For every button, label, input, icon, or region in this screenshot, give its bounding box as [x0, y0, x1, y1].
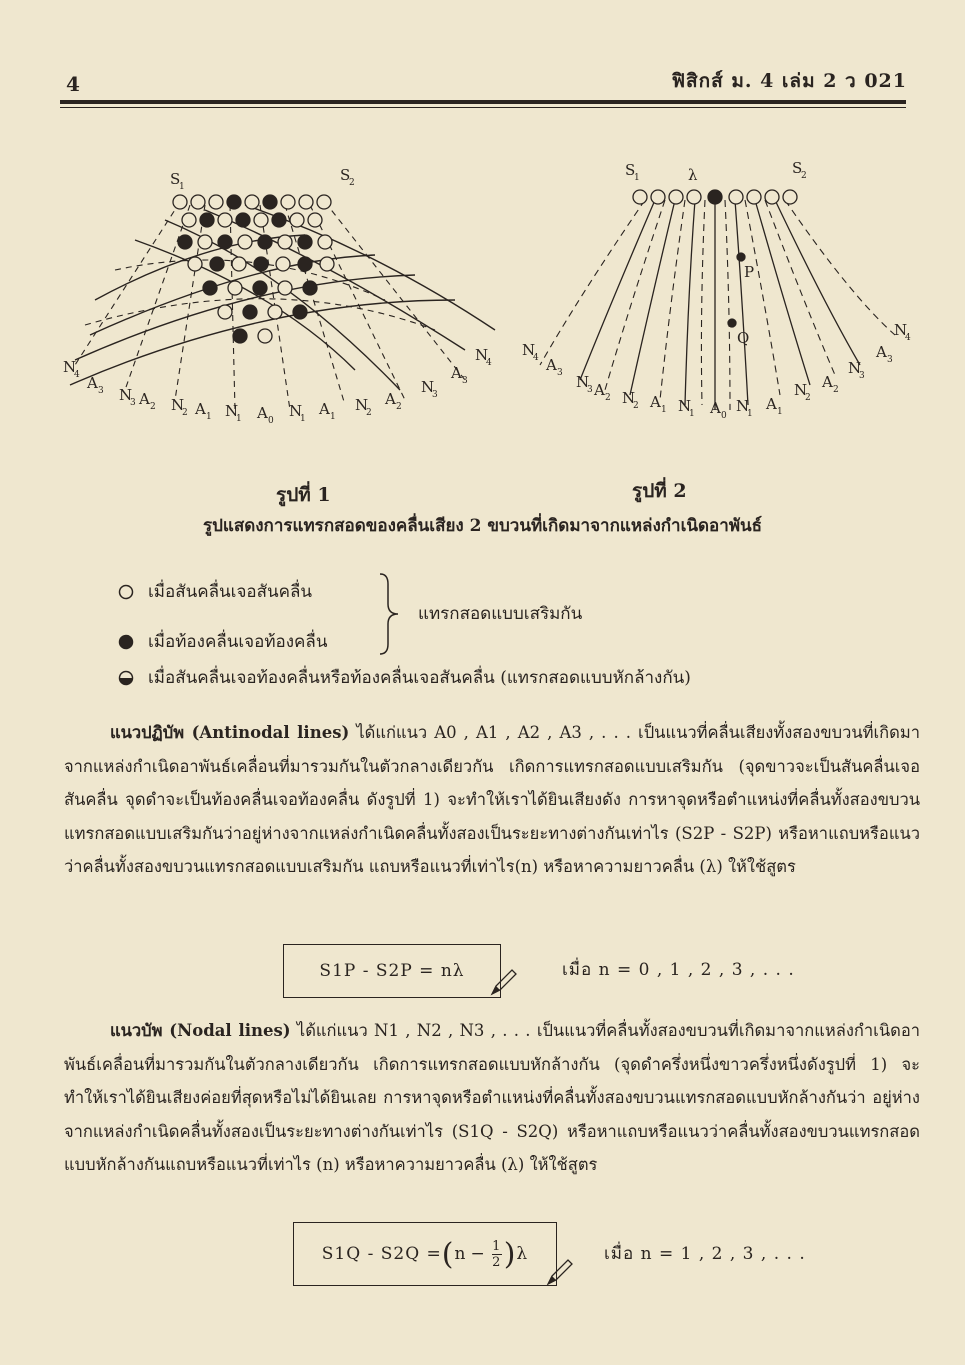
svg-text:3: 3: [432, 390, 438, 400]
svg-text:S: S: [792, 159, 803, 177]
paren-close: ): [503, 1236, 517, 1272]
svg-text:3: 3: [130, 398, 136, 408]
legend-text: เมื่อท้องคลื่นเจอท้องคลื่น: [148, 632, 328, 652]
svg-text:3: 3: [859, 371, 865, 381]
svg-text:N: N: [894, 321, 908, 339]
svg-text:A: A: [257, 404, 268, 422]
figure-1-label: รูปที่ 1: [276, 484, 331, 506]
header-rule-thin: [60, 107, 906, 108]
svg-text:N: N: [421, 378, 435, 396]
term-antinodal: แนวปฏิบัพ (Antinodal lines): [110, 723, 350, 742]
paragraph-text: ได้แก่แนว A0 , A1 , A2 , A3 , . . . เป็นแนวที่คลื่นเสียงทั้งสองขบวนที่เกิดมาจากแหล่งกำเนิดอาพันธ์เคลื่อนที่มารวมกันในตัวกลางเดียวกัน เกิดการแทรกสอดแบบเสริมกัน (จุดขาวจะเป็นสันคลื่นเจอสันคลื่น จุดดำจะเป็นท้องคลื่นเจอท้องคลื่น ดังรูปที่ 1) จะทำให้เราได้ยินเสียงดัง การหาจุดหรือตำแหน่งที่คลื่นทั้งสองขบวนแทรกสอดแบบเสริมกันว่าอยู่ห่างจากแหล่งกำเนิดคลื่นทั้งสองเป็นระยะทางต่างกันเท่าไร (S2P - S2P) หรือหาแถบหรือแนวว่าคลื่นทั้งสองขบวนแทรกสอดแบบเสริมกัน แถบหรือแนวที่เท่าไร(n) หรือหาความยาวคลื่น (λ) ให้ใช้สูตร: [64, 723, 920, 876]
svg-text:4: 4: [905, 333, 911, 343]
svg-text:N: N: [355, 396, 369, 414]
legend-item-crest-crest: [118, 578, 312, 605]
svg-text:1: 1: [206, 412, 212, 422]
svg-text:2: 2: [801, 171, 807, 181]
fraction-denominator: 2: [492, 1254, 502, 1270]
svg-text:Q: Q: [737, 329, 750, 347]
formula-nodal-minus: −: [470, 1244, 486, 1264]
header-rule: [60, 100, 906, 104]
svg-text:1: 1: [236, 414, 242, 424]
legend-item-crest-trough: [118, 664, 691, 691]
svg-text:1: 1: [661, 405, 667, 415]
svg-text:P: P: [744, 263, 755, 281]
formula-antinodal: S1P - S2P = nλ: [319, 961, 465, 981]
legend-text: เมื่อสันคลื่นเจอสันคลื่น: [148, 582, 313, 602]
svg-text:4: 4: [533, 353, 539, 363]
svg-text:N: N: [289, 402, 303, 420]
paragraph-antinodal: [64, 716, 920, 884]
svg-text:A: A: [385, 390, 396, 408]
pencil-icon: [488, 968, 518, 998]
svg-text:3: 3: [98, 386, 104, 396]
legend-text: เมื่อสันคลื่นเจอท้องคลื่นหรือท้องคลื่นเจอสันคลื่น (แทรกสอดแบบหักล้างกัน): [148, 668, 691, 688]
page-number: 4: [66, 72, 80, 96]
svg-text:A: A: [139, 390, 150, 408]
svg-text:2: 2: [833, 385, 839, 395]
svg-text:0: 0: [268, 416, 274, 426]
svg-text:S: S: [625, 161, 636, 179]
svg-text:S: S: [340, 166, 351, 184]
svg-text:A: A: [876, 343, 887, 361]
svg-text:2: 2: [150, 402, 156, 412]
svg-text:A: A: [451, 364, 462, 382]
svg-text:N: N: [522, 341, 536, 359]
svg-text:N: N: [576, 373, 590, 391]
svg-text:2: 2: [182, 408, 188, 418]
svg-text:3: 3: [462, 376, 468, 386]
figure-1: [55, 160, 515, 440]
formula-condition-nodal: เมื่อ n = 1 , 2 , 3 , . . .: [604, 1244, 806, 1264]
fraction-numerator: 1: [492, 1238, 502, 1254]
svg-text:1: 1: [777, 407, 783, 417]
svg-text:N: N: [678, 397, 692, 415]
svg-text:2: 2: [366, 408, 372, 418]
formula-nodal-lhs: S1Q - S2Q =: [321, 1244, 442, 1264]
svg-text:3: 3: [887, 355, 893, 365]
figure-2-label: รูปที่ 2: [632, 480, 687, 502]
right-brace-icon: [376, 572, 406, 656]
svg-text:S: S: [170, 170, 181, 188]
svg-text:N: N: [119, 386, 133, 404]
svg-text:A: A: [650, 393, 661, 411]
svg-text:0: 0: [721, 411, 727, 421]
open-circle-icon: [118, 584, 134, 600]
formula-nodal-n: n: [454, 1244, 467, 1264]
pencil-icon: [544, 1258, 574, 1288]
svg-text:N: N: [475, 346, 489, 364]
svg-text:2: 2: [805, 393, 811, 403]
svg-text:A: A: [87, 374, 98, 392]
running-head: ฟิสิกส์ ม. 4 เล่ม 2 ว 021: [671, 70, 907, 92]
svg-text:A: A: [710, 399, 721, 417]
svg-text:1: 1: [330, 412, 336, 422]
svg-text:A: A: [319, 400, 330, 418]
paragraph-nodal: [64, 1014, 920, 1182]
svg-text:1: 1: [634, 173, 640, 183]
figure-caption: รูปแสดงการแทรกสอดของคลื่นเสียง 2 ขบวนที่เกิดมาจากแหล่งกำเนิดอาพันธ์: [202, 516, 763, 536]
svg-text:1: 1: [747, 409, 753, 419]
figure-2-diagram: [510, 155, 920, 430]
figure-2: [510, 155, 920, 430]
fraction-half: [492, 1239, 502, 1270]
svg-text:A: A: [546, 356, 557, 374]
svg-text:N: N: [63, 358, 77, 376]
svg-text:N: N: [736, 397, 750, 415]
svg-text:2: 2: [605, 393, 611, 403]
svg-text:A: A: [766, 395, 777, 413]
svg-text:A: A: [822, 373, 833, 391]
svg-text:2: 2: [633, 401, 639, 411]
filled-circle-icon: [118, 634, 134, 650]
svg-text:λ: λ: [688, 166, 698, 184]
formula-box-antinodal: [283, 944, 501, 998]
svg-text:1: 1: [179, 182, 185, 192]
paren-open: (: [441, 1236, 455, 1272]
svg-text:1: 1: [689, 409, 695, 419]
svg-text:A: A: [195, 400, 206, 418]
formula-box-nodal: [293, 1222, 557, 1286]
formula-nodal-lambda: λ: [516, 1244, 529, 1264]
svg-text:1: 1: [300, 414, 306, 424]
svg-text:N: N: [794, 381, 808, 399]
term-nodal: แนวบัพ (Nodal lines): [110, 1021, 291, 1040]
legend-item-trough-trough: [118, 628, 327, 655]
svg-text:3: 3: [557, 368, 563, 378]
svg-text:4: 4: [486, 358, 492, 368]
svg-text:A: A: [594, 381, 605, 399]
legend-group-label: แทรกสอดแบบเสริมกัน: [418, 604, 583, 624]
svg-text:4: 4: [74, 370, 80, 380]
half-filled-circle-icon: [118, 670, 134, 686]
svg-text:N: N: [622, 389, 636, 407]
svg-text:N: N: [225, 402, 239, 420]
paragraph-text: ได้แก่แนว N1 , N2 , N3 , . . . เป็นแนวที่คลื่นทั้งสองขบวนที่เกิดมาจากแหล่งกำเนิดอาพันธ์เคลื่อนที่มารวมกันในตัวกลางเดียวกัน เกิดการแทรกสอดแบบหักล้างกัน (จุดดำครึ่งหนึ่งขาวครึ่งหนึ่งดังรูปที่ 1) จะทำให้เราได้ยินเสียงค่อยที่สุดหรือไม่ได้ยินเลย การหาจุดหรือตำแหน่งที่คลื่นทั้งสองขบวนแทรกสอดแบบหักล้างกันว่า อยู่ห่างจากแหล่งกำเนิดคลื่นทั้งสองเป็นระยะทางต่างกันเท่าไร (S1Q - S2Q) หรือหาแถบหรือแนวว่าคลื่นทั้งสองขบวนแทรกสอดแบบหักล้างกันแถบหรือแนวที่เท่าไร (n) หรือหาความยาวคลื่น (λ) ให้ใช้สูตร: [64, 1021, 920, 1174]
svg-text:2: 2: [396, 402, 402, 412]
figure-1-diagram: [55, 160, 515, 440]
svg-text:N: N: [171, 396, 185, 414]
formula-condition-antinodal: เมื่อ n = 0 , 1 , 2 , 3 , . . .: [562, 960, 795, 980]
svg-text:N: N: [848, 359, 862, 377]
svg-text:2: 2: [349, 178, 355, 188]
svg-text:3: 3: [587, 385, 593, 395]
